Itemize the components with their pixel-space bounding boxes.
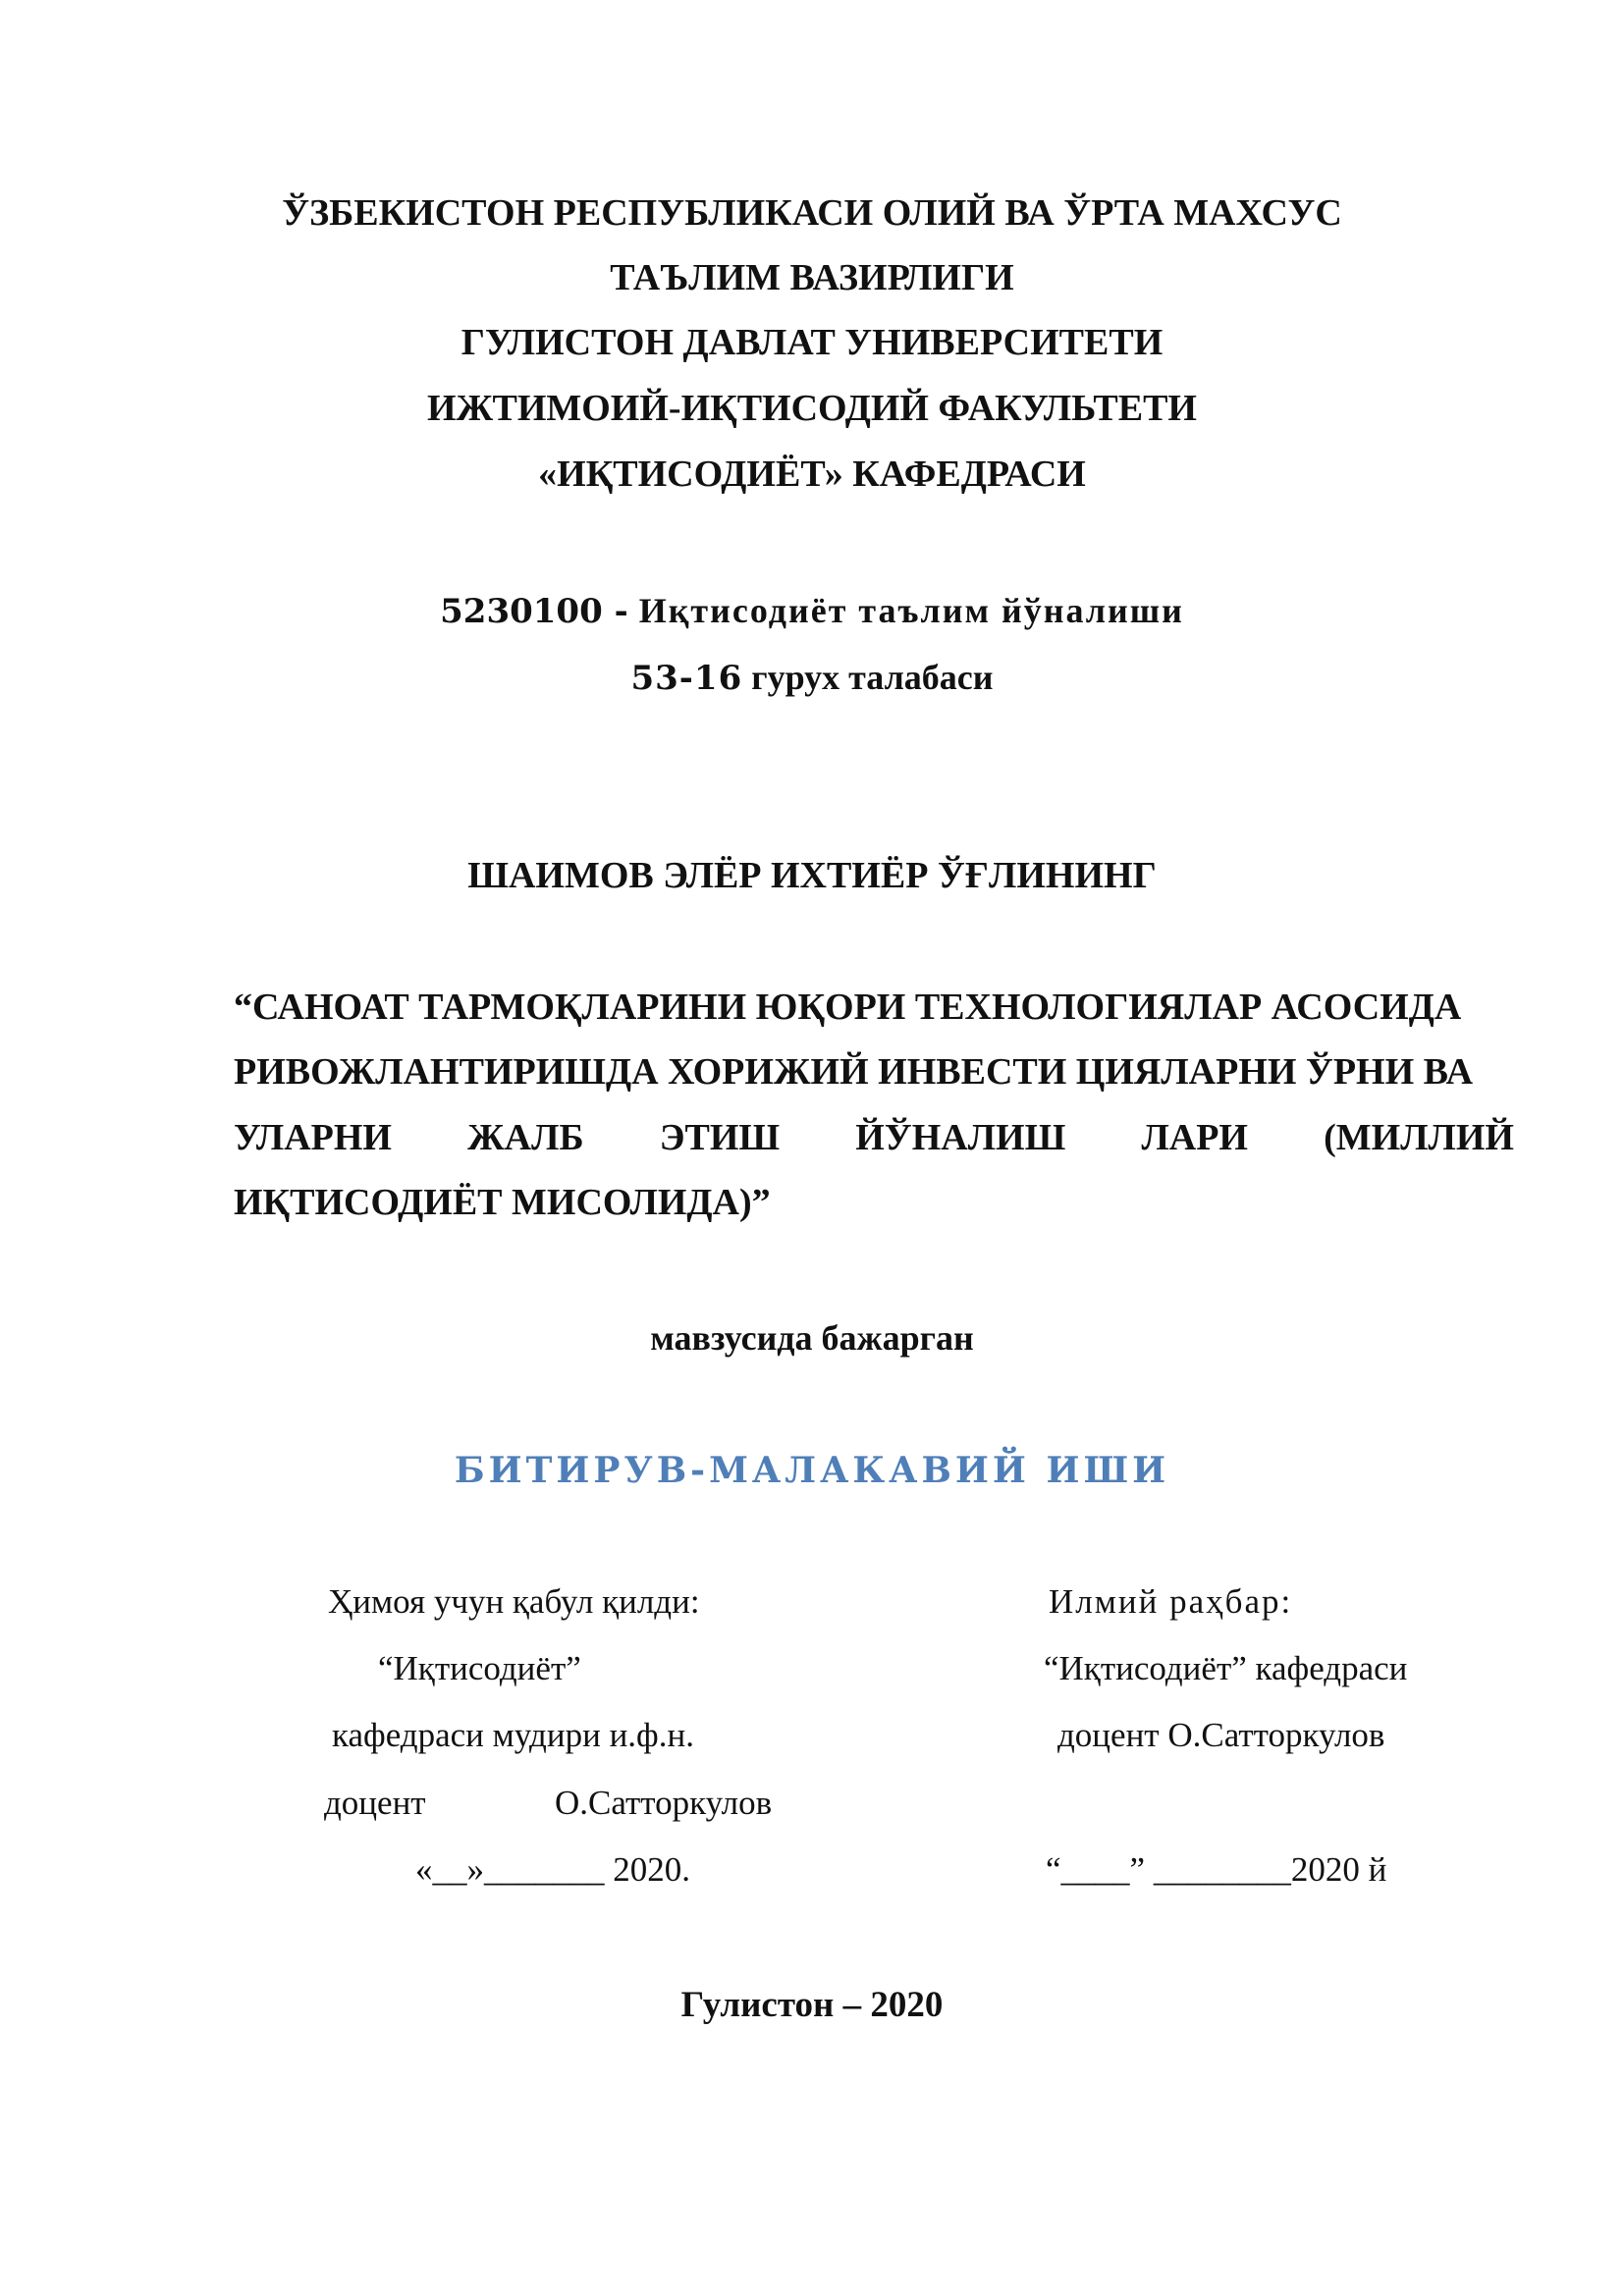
approval-right-date: “____” ________2020 й xyxy=(1046,1850,1387,1889)
university-name: ГУЛИСТОН ДАВЛАТ УНИВЕРСИТЕТИ xyxy=(460,322,1164,363)
group-suffix: гурух талабаси xyxy=(751,658,994,697)
thesis-title-word: (МИЛЛИЙ xyxy=(1324,1117,1514,1158)
approval-right-line-2: “Иқтисодиёт” кафедраси xyxy=(1044,1649,1408,1687)
specialty-line xyxy=(0,590,1624,631)
group-line xyxy=(0,657,1624,698)
specialty-name: Иқтисодиёт таълим йўналиши xyxy=(638,591,1184,630)
approval-left-position: доцент xyxy=(324,1784,426,1822)
thesis-title-word: ЭТИШ xyxy=(659,1117,781,1158)
approval-right-line-1: Илмий раҳбар: xyxy=(1049,1582,1293,1621)
thesis-title-line-1: “САНОАТ ТАРМОҚЛАРИНИ ЮҚОРИ ТЕХНОЛОГИЯЛАР АСОСИДА xyxy=(234,987,1462,1028)
city-year: Гулистон – 2020 xyxy=(680,1985,944,2025)
approval-left-line-1: Ҳимоя учун қабул қилди: xyxy=(328,1582,700,1621)
thesis-title-line-2: РИВОЖЛАНТИРИШДА ХОРИЖИЙ ИНВЕСТИ ЦИЯЛАРНИ ЎРНИ ВА xyxy=(234,1051,1474,1093)
approval-left-line-3: кафедраси мудири и.ф.н. xyxy=(332,1716,694,1754)
thesis-title-word: ЖАЛБ xyxy=(467,1117,584,1158)
thesis-title-line-4: ИҚТИСОДИЁТ МИСОЛИДА)” xyxy=(234,1182,771,1223)
approval-left-line-2: “Иқтисодиёт” xyxy=(378,1649,581,1687)
thesis-title-word: ЙЎНАЛИШ xyxy=(855,1117,1066,1158)
approval-left-signatory: О.Сатторкулов xyxy=(555,1784,773,1822)
approval-right-line-3: доцент О.Сатторкулов xyxy=(1057,1716,1385,1754)
student-name: ШАИМОВ ЭЛЁР ИХТИЁР ЎҒЛИНИНГ xyxy=(467,855,1157,896)
document-type: БИТИРУВ-МАЛАКАВИЙ ИШИ xyxy=(454,1450,1170,1491)
thesis-title-line-3 xyxy=(234,1116,1514,1159)
ministry-line-2: ТАЪЛИМ ВАЗИРЛИГИ xyxy=(610,257,1014,298)
thesis-title-word: УЛАРНИ xyxy=(234,1117,392,1158)
thesis-title-word: ЛАРИ xyxy=(1141,1117,1248,1158)
group-number: 53-16 xyxy=(630,659,743,698)
approval-left-date: «__»_______ 2020. xyxy=(415,1850,690,1889)
ministry-line-1: ЎЗБЕКИСТОН РЕСПУБЛИКАСИ ОЛИЙ ВА ЎРТА МАХСУС xyxy=(282,192,1342,234)
department-name: «ИҚТИСОДИЁТ» КАФЕДРАСИ xyxy=(538,454,1086,495)
performed-on-topic: мавзусида бажарган xyxy=(650,1318,974,1358)
specialty-code: 5230100 - xyxy=(440,592,628,631)
faculty-name: ИЖТИМОИЙ-ИҚТИСОДИЙ ФАКУЛЬТЕТИ xyxy=(427,388,1197,429)
